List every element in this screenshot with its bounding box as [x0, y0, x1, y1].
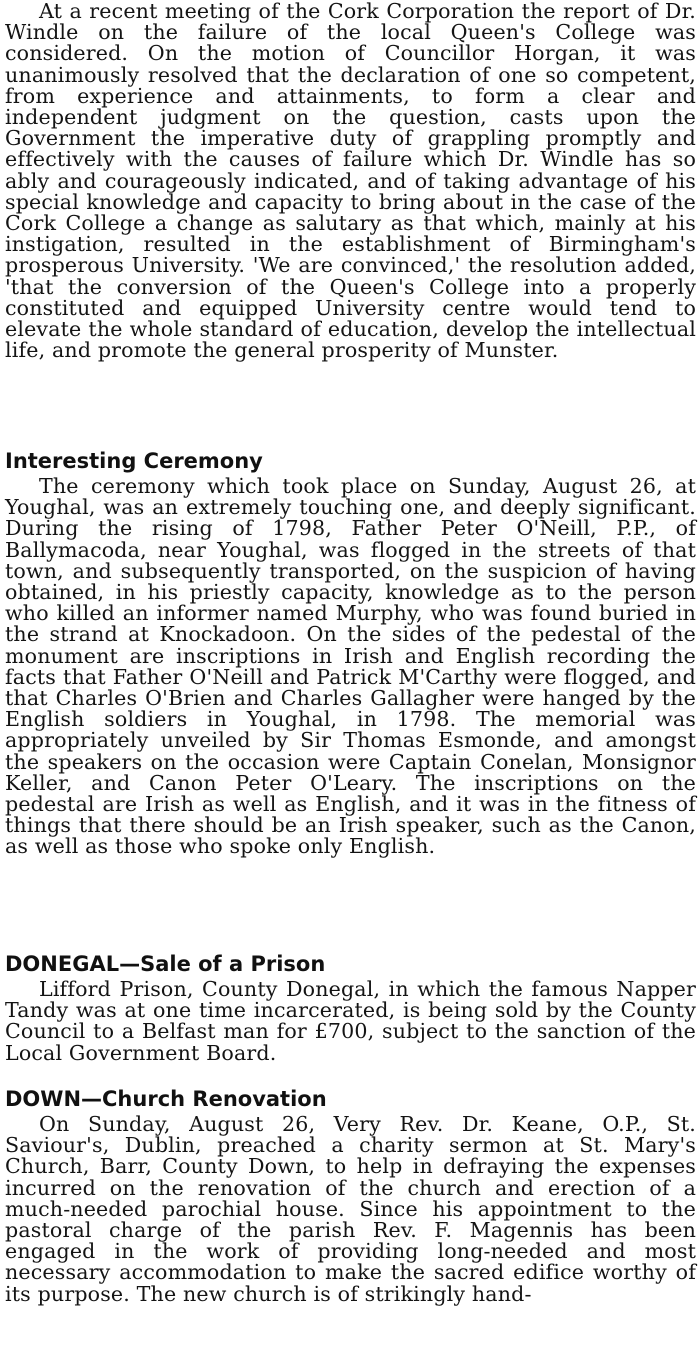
heading-down-church: DOWN—Church Renovation	[5, 1087, 327, 1111]
article-donegal-prison-body: Lifford Prison, County Donegal, in which the famous Napper Tandy was at one time incarcerated, is being sold by the County Council to a Belfast man for £700, subject to the sanction of the Local Government Board.	[5, 977, 696, 1065]
article-youghal-ceremony-body: The ceremony which took place on Sunday, August 26, at Youghal, was an extremely touching one, and deeply significant. During the rising of 1798, Father Peter O'Neill, P.P., of Ballymacoda, near Youghal, was flogged in the streets of that town, and subsequently transported, on the suspicion of having obtained, in his priestly capacity, knowledge as to the person who killed an informer named Murphy, who was found buried in the strand at Knockadoon. On the sides of the pedestal of the monument are inscriptions in Irish and English recording the facts that Father O'Neill and Patrick M'Carthy were flogged, and that Charles O'Brien and Charles Gallagher were hanged by the English soldiers in Youghal, in 1798. The memorial was appropriately unveiled by Sir Thomas Esmonde, and amongst the speakers on the occasion were Captain Conelan, Monsignor Keller, and Canon Peter O'Leary. The inscriptions on the pedestal are Irish as well as English, and it was in the fitness of things that there should be an Irish speaker, such as the Canon, as well as those who spoke only English.	[5, 474, 696, 859]
article-cork-college-body: At a recent meeting of the Cork Corporation the report of Dr. Windle on the failure of the local Queen's College was considered. On the motion of Councillor Horgan, it was unanimously resolved that the declaration of one so competent, from experience and attainments, to form a clear and independent judgment on the question, casts upon the Government the imperative duty of grappling promptly and effectively with the causes of failure which Dr. Windle has so ably and courageously indicated, and of taking advantage of his special knowledge and capacity to bring about in the case of the Cork College a change as salutary as that which, mainly at his instigation, resulted in the establishment of Birmingham's prosperous University. 'We are convinced,' the resolution added, 'that the conversion of the Queen's College into a properly constituted and equipped University centre would tend to elevate the whole standard of education, develop the intellectual life, and promote the general prosperity of Munster.	[5, 0, 696, 363]
heading-interesting-ceremony: Interesting Ceremony	[5, 449, 263, 473]
article-down-church-body: On Sunday, August 26, Very Rev. Dr. Keane, O.P., St. Saviour's, Dublin, preached a charity sermon at St. Mary's Church, Barr, County Down, to help in defraying the expenses incurred on the renovation of the church and erection of a much-needed parochial house. Since his appointment to the pastoral charge of the parish Rev. F. Magennis has been engaged in the work of providing long-needed and most necessary accommodation to make the sacred edifice worthy of its purpose. The new church is of strikingly hand-	[5, 1112, 696, 1306]
heading-donegal-prison: DONEGAL—Sale of a Prison	[5, 952, 326, 976]
